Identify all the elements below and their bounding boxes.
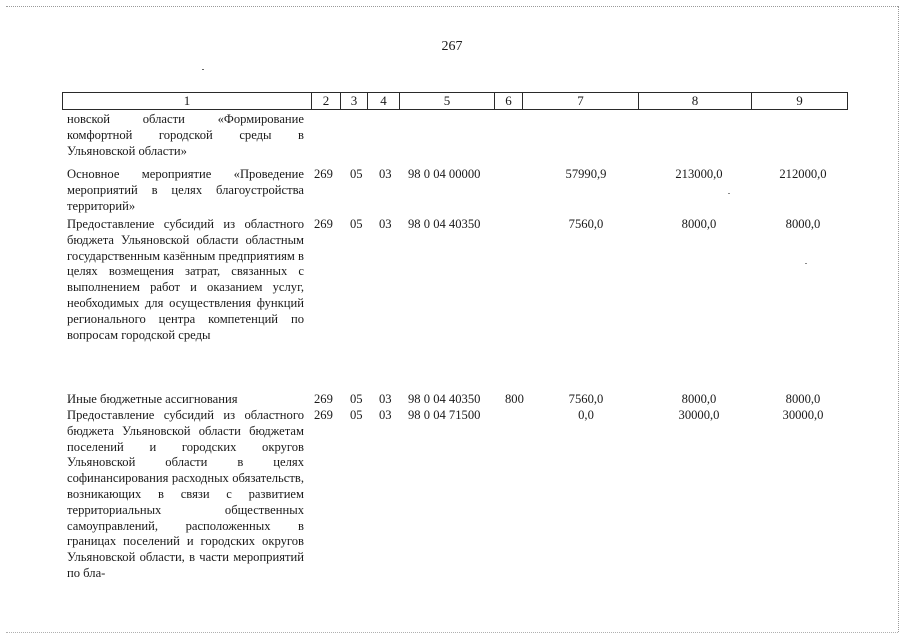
header-col-9: 9 (796, 93, 803, 108)
scan-speck (728, 193, 730, 194)
row-amount-col7: 7560,0 (568, 392, 604, 406)
row-code-target: 98 0 04 00000 (408, 167, 481, 181)
row-code-section: 05 (350, 217, 363, 231)
row-amount-col7: 7560,0 (568, 217, 604, 231)
row-code-subsection: 03 (379, 217, 392, 231)
row-code-target: 98 0 04 40350 (408, 217, 481, 231)
row-code-target: 98 0 04 40350 (408, 392, 481, 406)
row-description: Основное мероприятие «Проведение мероприятий в целях благоустройства территорий» (67, 167, 304, 213)
header-col-5: 5 (400, 93, 495, 109)
page-frame-top (6, 6, 898, 7)
row-amount-col7: 57990,9 (565, 167, 607, 181)
row-amount-col8: 213000,0 (675, 167, 723, 181)
header-col-1: 1 (63, 93, 312, 109)
row-amount-col9: 30000,0 (782, 408, 824, 422)
header-col-6: 6 (495, 93, 523, 109)
row-amount-col7: 0,0 (578, 408, 594, 422)
header-col-7: 7 (523, 93, 639, 109)
row-code-ministry: 269 (314, 392, 333, 406)
row-description: Иные бюджетные ассигнования (67, 392, 238, 406)
row-code-section: 05 (350, 392, 363, 406)
row-description: новской области «Формирование комфортной городской среды в Ульяновской области» (67, 112, 304, 158)
table-header-row (62, 92, 848, 110)
row-amount-col8: 8000,0 (681, 392, 717, 406)
row-code-target: 98 0 04 71500 (408, 408, 481, 422)
header-col-3: 3 (341, 93, 368, 109)
row-code-ministry: 269 (314, 167, 333, 181)
row-code-subsection: 03 (379, 408, 392, 422)
header-col-2: 2 (312, 93, 341, 109)
row-code-section: 05 (350, 408, 363, 422)
row-code-ministry: 269 (314, 217, 333, 231)
row-amount-col9: 8000,0 (785, 217, 821, 231)
row-description: Предоставление субсидий из областного бюджета Ульяновской области бюджетам поселений и городских округов Ульяновской области в целях софинансирования расходных обязательств, возникающих в связи с развитием территориальных общественных самоуправлений, расположенных в границах поселений и городских округов Ульяновской области, в части мероприятий по бла- (67, 408, 304, 580)
row-amount-col8: 8000,0 (681, 217, 717, 231)
header-col-8: 8 (639, 93, 752, 109)
page-frame-right (898, 6, 899, 632)
page-number: 267 (441, 39, 463, 54)
row-code-ministry: 269 (314, 408, 333, 422)
row-amount-col9: 8000,0 (785, 392, 821, 406)
scan-speck (805, 263, 807, 264)
row-amount-col9: 212000,0 (779, 167, 827, 181)
row-amount-col8: 30000,0 (678, 408, 720, 422)
scan-speck (202, 69, 204, 70)
row-code-section: 05 (350, 167, 363, 181)
row-code-subsection: 03 (379, 392, 392, 406)
row-code-subsection: 03 (379, 167, 392, 181)
row-description: Предоставление субсидий из областного бюджета Ульяновской области областным государственным казённым предприятиям в целях возмещения затрат, связанных с выполнением работ и оказанием услуг, необходимых для осуществления функций регионального центра компетенций по вопросам городской среды (67, 217, 304, 342)
header-col-4: 4 (368, 93, 400, 109)
page-frame-bottom (6, 632, 898, 633)
row-code-expense-type: 800 (505, 392, 524, 406)
